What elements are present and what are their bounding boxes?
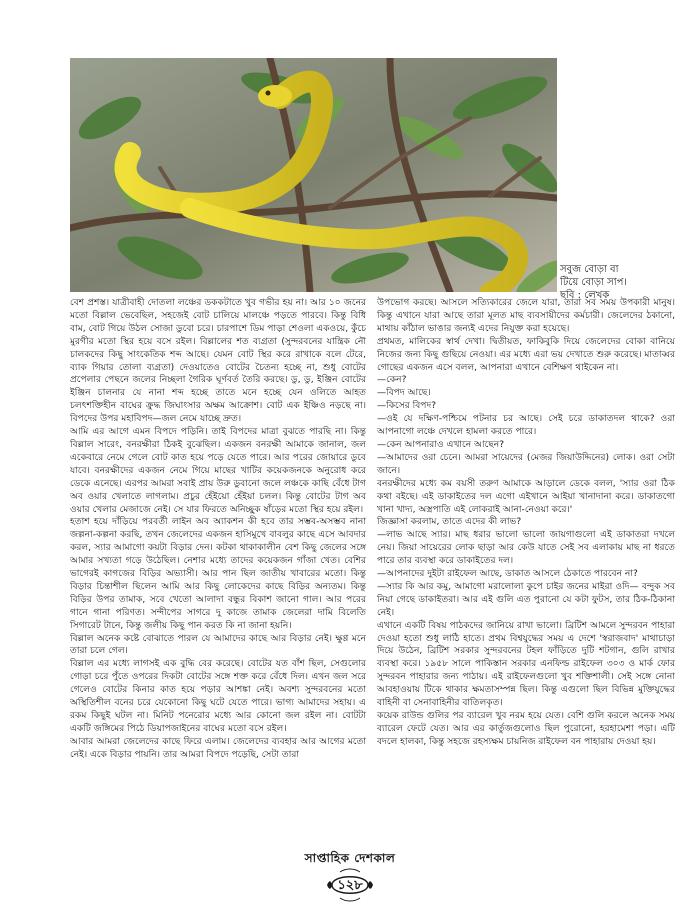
dialogue-line: —আমাদের ওরা চেনে। আমরা সায়েদের (মেজর জিয়াউদ্দিনের) লোক। ওরা সেটা জানে।	[377, 452, 675, 476]
magazine-name: সাপ্তাহিক দেশকাল	[304, 851, 396, 865]
caption-credit: ছবি : লেখক	[560, 290, 610, 301]
paragraph: প্রথমত, মালিকের স্বার্থ দেখা। দ্বিতীয়ত, ফাকিবুকি দিয়ে জেলেদের বোকা বানিয়ে নিজের জন্য কিছু গুছিয়ে নেওয়া। এর মধ্যে এরা ভয় দেখাতে শুরু করেছে। মাতাব্বর গোছের একজন এসে বলল, আপনারা এখানে বেশিক্ষণ থাইকেন না।	[377, 336, 675, 373]
caption-line: সবুজ বোড়া বা	[560, 264, 619, 275]
paragraph: বেশ প্রশস্ত। যাত্রীবাহী দোতলা লঞ্চের ডককটাতে খুব গভীর হয় না। আর ১০ জনের মতো বিল্লাল ভেবেছিল, সহজেই বোট চালিয়ে মালঞ্চে পড়তে পারবে। কিন্তু বিধি বাম, বোট গিয়ে উঠল সোজা ডুবো চরে। চারপাশে ডিম পাড়া শেওলা একওয়ে, কুঁচে মুরগীর মতো স্থির হয়ে বসে রইল। বিল্লালের শত ব্যগ্রতা (সুন্দরবনের যান্ত্রিক নৌ চালকদের কিছু সাংকেতিক শব্দ আছে। যেমন বোট স্থির করে রাখাকে বলে টেরে, ব্যাক গিয়ার তোলা ব্যগ্রতা) দেওয়াতেও বোটের চৈতন্য হচ্ছে না, শুধু বোটের প্রপেলার পেছনে জলের নিচ্ছলা গৈরিক ঘূর্ণবর্ত তৈরি করছে। ডু, ডু, ইঞ্জিন বোটের ইঞ্জিন চালনার যে নানা শব্দ হচ্ছে তাতে মনে হচ্ছে যেন ওলিতে আহত চলৎশক্তিহীন বাঘের ক্রুদ্ধ জিঘাংসার অক্ষম আক্রোশ। বোট এক ইঞ্চিও নড়ছে না। বিপদের উপর মহাবিপদ—জল নেমে যাচ্ছে দ্রুত।	[70, 298, 366, 425]
paragraph: হতাশ হয়ে দাঁড়িয়ে পরবর্তী লাইন অব অ্যাকশন কী হবে তার সম্ভব-অসম্ভব নানা জল্পনা-কল্পনা করছি, তখন জেলেদের একজন হাসিমুখে বাবলুর কাছে এসে আবদার করল, স্যার আমাগো কয়টা বিড়ার দেন। কটকা থাকাকালীন বেশ কিছু জেলের সঙ্গে আমার সখ্যতা গড়ে উঠেছিল। নেশার মধ্যে তাদের কয়েকজন গাঁজা খেত। বেশির ভাগেরই কাগজের বিড়ির অভ্যাসী। আর পান ছিল জাতীয় খাবারের মতো। কিন্তু বিড়ার চিন্তাশীল ছিলেন আমি আর কিছু লোকেদের কাছে বিড়ির অন্যতম। কিন্তু বিড়ির উপর তামাক, সবে খেতো আলাদা বন্ধুর বিকাশ জানো গাল। আর পরের গানে গানা পরিণত। সন্দীপের সাগরে দু কাজে তামাক জেলেরা দামি বিলেতি সিগারেট টানে, কিন্তু জলীয় কিছু পান করত কি না জানা হয়নি।	[70, 517, 366, 631]
snake-photo	[70, 58, 557, 292]
paragraph: আমি এর আগে এমন বিপদে পড়িনি। তাই বিপদের মাত্রা বুঝতে পারছি না। কিন্তু বিল্লাল সারেং, বনরক্ষীরা ঠিকই বুঝেছিল। একজন বনরক্ষী আমাকে জানাল, জল একেবারে নেমে গেলে বোট কাত হয়ে পড়ে যেতে পারে। আর পরের জোয়ারে ডুবে যাবে। বনরক্ষীদের একজন নেমে গিয়ে মাছের খাটির কয়েকজনকে অনুরোধ করে ডেকে এনেছে। এরপর আমরা সবাই প্রায় উরু ডুবানো জলে লঞ্চকে কাছি বেঁধে টাগ অব ওয়ার খেলাতে লাগলাম। প্রচুর হেঁইয়ো হেঁইয়া চলল। কিন্তু বোটের টাগ অব ওয়ার খেলার মেজাজে নেই। সে যার ফিরতে অনিচ্ছুক ষাঁড়ের মতো স্থির হয়ে রইল।	[70, 427, 366, 515]
paragraph: বনরক্ষীদের মধ্যে কম বয়সী তরুণ আমাকে আড়ালে ডেকে বলল, 'স্যার ওরা ঠিক কথা বইছে। এই ডাকাইতের দল এগো এইখানে আইয়া খানাদানা করে। ডাকাতগো খানা খাদ্য, অস্ত্রপাতি এই লোকরাই আনা-নেওয়া করে।'	[377, 478, 675, 515]
paragraph: আবার আমরা জেলেদের কাছে ফিরে এলাম। জেলেদের ব্যবহার আর আগের মতো নেই। একে বিড়ার পায়নি। তার আমরা বিপদে পড়েছি, সেটা তারা	[70, 736, 366, 760]
page-number-badge	[326, 868, 374, 902]
article-column-left	[70, 297, 366, 762]
paragraph: এখানে একটি বিষয় পাঠকদের জানিয়ে রাখা ভালো। ব্রিটিশ আমলে সুন্দরবন পাহারা দেওয়া হতো শুধু লাঠি হাতে। প্রথম বিশ্বযুদ্ধের সময় এ দেশে 'স্বরাজবাদ' মাথাচাড়া দিয়ে উঠেন, ব্রিটিশ সরকার সুন্দরবনের টহল ফাঁড়িতে দুটি শটগান, গুলি রাখার ব্যবস্থা করে। ১৯৫৮ সালে পাকিস্তান সরকার এনফিল্ড রাইফেল ৩০৩ ও মার্ক ফোর সুন্দরবন পাহারার জন্য পাঠায়। এই রাইফেলগুলো খুব শক্তিশালী। সেই সঙ্গে নোনা আবহাওয়ায় টিকে থাকার ক্ষমতাসম্পন্ন ছিল। কিন্তু এগুলো ছিল বিভিন্ন মুক্তিযুদ্ধের বাহিনী বা সেনাবাহিনীর বাতিলকৃত।	[377, 620, 675, 709]
dialogue-line: —লাভ আছে স্যার। মাছ ধরার ভালো ভালো জায়গাগুলো এই ডাকাতরা দখলে নেয়। জিয়া সায়েরের লোক ছাড়া আর কেউ যাতে সেই সব এলাকায় মাছ না ধরতে পারে তার ব্যবস্থা করে ডাকাইতের দল।	[377, 530, 675, 567]
dialogue-line: —কেন আপনারাও এখানে আছেন?	[377, 439, 505, 450]
dialogue-line: —স্যার কি আর কমু, আমাগো মরালোলা কুপে চাইর জনের মাইরা ওদি— বন্দুক সব নিয়া গেছে ডাকাইতরা। আর এই গুলি এত পুরানো যে কটা ফুটস, তার ঠিক-ঠিকানা নেই।	[377, 581, 675, 618]
paragraph: উপভোগ করছে। আসলে সত্যিকারের জেলে যারা, তারা সব সময় উপকারী মানুষ। কিন্তু এখানে যারা আছে তারা মূলত মাছ ব্যবসায়ীদের কর্মচারী। জেলেদের ঠকানো, মাথায় কাঁঠাল ভাঙার জন্যই এদের নিযুক্ত করা হয়েছে।	[377, 298, 675, 334]
dialogue-line: —ওই যে দক্ষিণ-পশ্চিমে পটনার চর আছে। সেই চরে ডাকাতদল থাকে? ওরা আপনাগো লঞ্চে দেখলে হামলা করতে পারে।	[377, 414, 675, 438]
dialogue-line: —কিসের বিপদ?	[377, 401, 437, 412]
paragraph: জিজ্ঞাসা করলাম, তাতে এদের কী লাভ?	[377, 517, 522, 528]
caption-line: টিয়ে বোড়া সাপ।	[560, 277, 628, 288]
paragraph: কয়েক রাউন্ড গুলির পর ব্যারেল খুব নরম হয়ে যেত। বেশি গুলি করলে অনেক সময় ব্যারেল ফেটে যেত। আর এর কার্তুজগুলোও ছিল পুরোনো, হরহামেশা পড়া। এটি বদলে হালকা, কিন্তু সহজে রহস্যক্ষম চায়নিজ রাইফেল বন পাহারায় দেওয়া হয়।	[377, 711, 675, 747]
dialogue-line: —আপনাদের দুইটা রাইফেল আছে, ডাকাত আসলে ঠেকাতে পারবেন না?	[377, 569, 638, 580]
paragraph: বিল্লাল এর মধ্যে লাগসই এক বুদ্ধি বের করেছে। বোটের যত বাঁশ ছিল, সেগুলোর গোড়া চরে পুঁতে ওপরের দিকটা বোটের সঙ্গে শক্ত করে বেঁধে দিল। এখন জল সরে গেলেও বোটের কিনার কাত হয়ে পড়ার আশঙ্কা নেই। অবশ্য সুন্দরবনের মতো অস্থিতিশীল বনের চরে যেকোনো কিছু ঘটে যেতে পারে। ভাগ্য আমাদের সহায়। এ রকম কিছুই ঘটল না। মিনিট পনেরোর মধ্যে আর কোনো জল রইল না। বোটটা একটি জঙ্গিমের পিঠে ডিয়াপজাইনের বাঘের মতো বসে রইল।	[70, 659, 366, 734]
dialogue-line: —বিপদ আছে।	[377, 388, 431, 399]
dialogue-line: —কেন?	[377, 375, 407, 386]
article-column-right	[377, 297, 675, 749]
page-number: ১২৮	[337, 878, 363, 893]
paragraph: বিল্লাল অনেক কষ্টে বোঝাতে পারল যে আমাদের কাছে আর বিড়ার নেই। ক্ষুণ্ণ মনে তারা চলে গেল।	[70, 633, 366, 657]
